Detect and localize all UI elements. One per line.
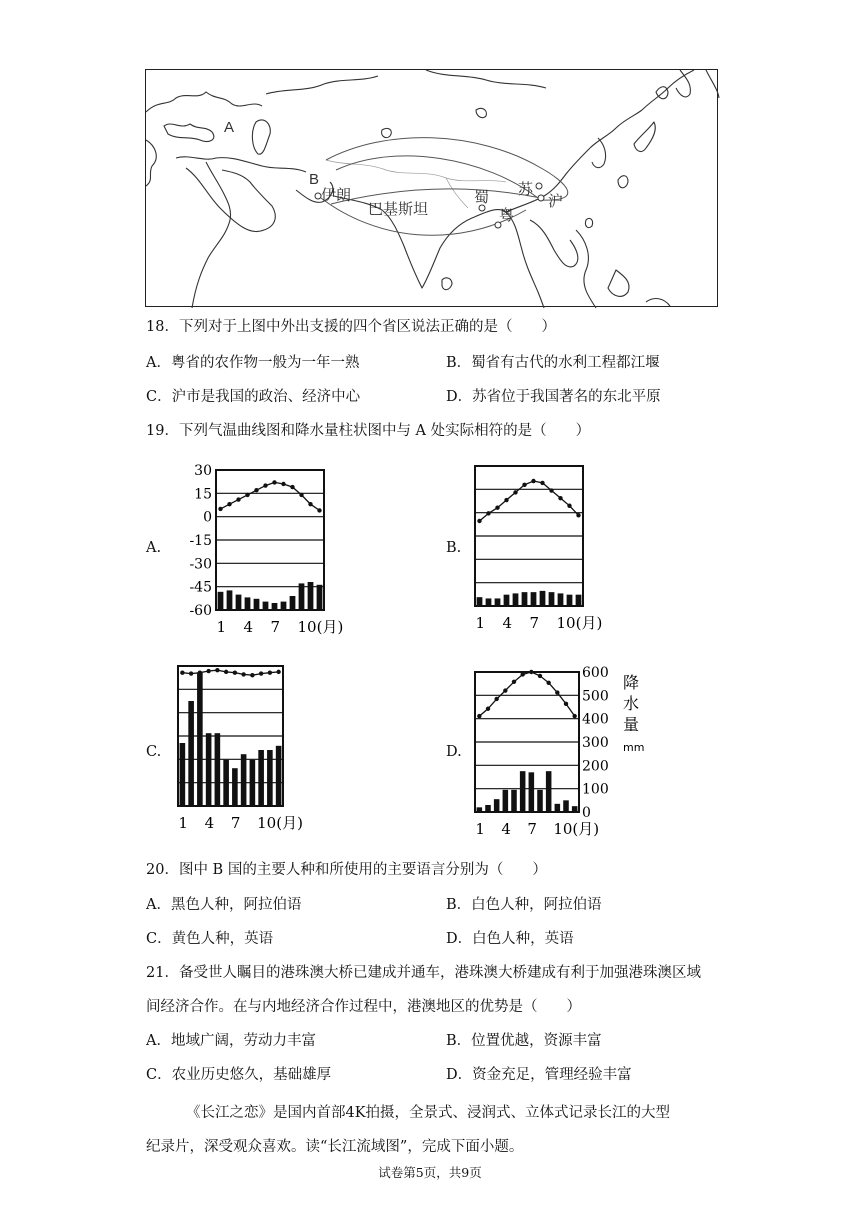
temperature-curve: [480, 481, 579, 521]
passage-line-1: 《长江之恋》是国内首部4K拍摄，全景式、浸润式、立体式记录长江的大型: [186, 1105, 671, 1121]
precipitation-bar: [558, 593, 564, 606]
question-21-stem-line2: 间经济合作。在与内地经济合作过程中，港澳地区的优势是（ ）: [146, 999, 581, 1015]
temperature-point: [477, 714, 481, 718]
temperature-point: [572, 714, 576, 718]
question-21-stem-line1: 21．备受世人瞩目的港珠澳大桥已建成并通车，港珠澳大桥建成有利于加强港珠澳区域: [146, 965, 701, 981]
precipitation-bar: [540, 591, 546, 606]
precipitation-bar: [241, 754, 247, 806]
precipitation-bar: [503, 790, 509, 812]
x-tick-label: 10(月): [553, 820, 600, 838]
q18-option-d: D．苏省位于我国著名的东北平原: [446, 389, 661, 405]
precipitation-axis-label: 量: [623, 715, 640, 734]
temperature-curve: [479, 672, 574, 716]
temperature-point: [504, 498, 508, 502]
temperature-point: [245, 493, 249, 497]
precipitation-tick-label: 600: [582, 665, 609, 681]
precipitation-bar: [272, 603, 278, 610]
temperature-point: [250, 673, 254, 677]
temperature-point: [189, 671, 193, 675]
precipitation-axis-label: 降: [623, 673, 640, 692]
map-label-iran: 伊朗: [321, 187, 352, 204]
precipitation-tick-label: 500: [582, 688, 609, 705]
precipitation-tick-label: 0: [582, 805, 591, 821]
precipitation-tick-label: 100: [582, 781, 609, 798]
temperature-point: [520, 672, 524, 676]
question-20-stem: 20．图中 B 国的主要人种和所使用的主要语言分别为（ ）: [146, 862, 547, 878]
q21-option-c: C．农业历史悠久，基础雄厚: [146, 1067, 332, 1083]
precipitation-bar: [513, 593, 519, 606]
temperature-point: [276, 670, 280, 674]
x-tick-label: 1: [475, 820, 485, 838]
x-tick-label: 4: [204, 814, 215, 832]
precipitation-bar: [206, 733, 212, 806]
x-tick-label: 4: [502, 614, 513, 632]
precipitation-bar: [546, 771, 552, 812]
q19-option-b-label: B.: [446, 540, 462, 556]
temperature-point: [503, 688, 507, 692]
temperature-curve: [221, 482, 320, 510]
precipitation-bar: [537, 790, 543, 812]
temperature-curve: [182, 670, 278, 675]
precipitation-bar: [250, 760, 256, 806]
temperature-point: [495, 505, 499, 509]
climate-chart-b: [465, 460, 615, 645]
precipitation-bar: [477, 597, 483, 606]
temperature-point: [546, 681, 550, 685]
map-label-hu: 沪: [548, 193, 564, 210]
precipitation-bar: [281, 602, 287, 610]
map-label-a: A: [224, 119, 235, 136]
temperature-point: [477, 519, 481, 523]
passage-line-2: 纪录片，深受观众喜欢。读“长江流域图”，完成下面小题。: [146, 1139, 524, 1155]
x-tick-label: 10(月): [556, 614, 603, 632]
precipitation-bar: [236, 595, 242, 610]
map-figure: [145, 69, 718, 307]
q20-option-b: B．白色人种，阿拉伯语: [446, 897, 602, 913]
precipitation-bar: [477, 807, 483, 812]
temperature-point: [308, 502, 312, 506]
precipitation-bar: [232, 768, 238, 806]
q21-option-a: A．地域广阔，劳动力丰富: [146, 1033, 316, 1049]
temperature-point: [494, 697, 498, 701]
q21-option-d: D．资金充足，管理经验丰富: [446, 1067, 632, 1083]
precipitation-bar: [529, 772, 535, 812]
precipitation-bar: [576, 595, 582, 606]
precipitation-bar: [263, 602, 269, 610]
temperature-point: [224, 670, 228, 674]
x-tick-label: 1: [178, 814, 188, 832]
temperature-point: [317, 508, 321, 512]
precipitation-bar: [563, 800, 569, 812]
precipitation-bar: [531, 592, 537, 606]
temperature-point: [215, 668, 219, 672]
precipitation-bar: [555, 804, 561, 812]
temperature-point: [281, 482, 285, 486]
precipitation-bar: [522, 592, 528, 606]
q18-option-c: C．沪市是我国的政治、经济中心: [146, 389, 361, 405]
map-label-shu: 蜀: [474, 189, 490, 206]
temperature-point: [567, 504, 571, 508]
precipitation-axis-label: mm: [623, 741, 645, 754]
precipitation-bar: [504, 595, 510, 606]
precipitation-bar: [308, 582, 314, 610]
temperature-point: [576, 513, 580, 517]
precipitation-bar: [520, 771, 526, 812]
temperature-point: [564, 702, 568, 706]
map-label-yue: 粤: [499, 207, 515, 224]
temperature-tick-label: -15: [189, 533, 212, 549]
precipitation-bar: [258, 750, 264, 806]
map-label-b: B: [309, 171, 320, 188]
question-19-stem: 19．下列气温曲线图和降水量柱状图中与 A 处实际相符的是（ ）: [146, 423, 591, 439]
q19-option-d-label: D.: [446, 744, 462, 760]
temperature-tick-label: 15: [194, 486, 212, 503]
precipitation-tick-label: 200: [582, 758, 609, 775]
temperature-point: [268, 671, 272, 675]
precipitation-bar: [197, 673, 203, 806]
precipitation-bar: [572, 806, 578, 812]
x-tick-label: 1: [475, 614, 486, 632]
precipitation-axis-label: 水: [623, 694, 640, 713]
precipitation-bar: [486, 598, 492, 606]
asia-map: [146, 70, 719, 308]
temperature-point: [198, 671, 202, 675]
x-tick-label: 7: [529, 614, 540, 632]
temperature-point: [259, 671, 263, 675]
temperature-point: [529, 670, 533, 674]
temperature-point: [180, 671, 184, 675]
temperature-point: [558, 496, 562, 500]
precipitation-bar: [495, 598, 501, 606]
map-label-pakistan: 巴基斯坦: [368, 201, 429, 218]
map-label-su: 苏: [518, 181, 534, 198]
temperature-point: [263, 483, 267, 487]
x-tick-label: 4: [243, 618, 254, 636]
temperature-point: [540, 481, 544, 485]
x-tick-label: 7: [270, 618, 281, 636]
precipitation-bar: [254, 599, 260, 610]
question-18-stem: 18．下列对于上图中外出支援的四个省区说法正确的是（ ）: [146, 319, 556, 335]
temperature-point: [486, 511, 490, 515]
temperature-point: [227, 502, 231, 506]
precipitation-bar: [567, 595, 573, 606]
precipitation-bar: [223, 760, 229, 806]
precipitation-bar: [267, 750, 273, 806]
x-tick-label: 10(月): [257, 814, 303, 832]
precipitation-bar: [494, 799, 500, 812]
temperature-tick-label: -45: [189, 579, 212, 596]
q19-option-a-label: A.: [146, 540, 162, 556]
temperature-point: [531, 479, 535, 483]
page-footer: 试卷第5页，共9页: [378, 1165, 482, 1180]
temperature-tick-label: 0: [203, 509, 212, 526]
temperature-point: [206, 669, 210, 673]
temperature-point: [254, 488, 258, 492]
x-tick-label: 7: [527, 820, 537, 838]
precipitation-bar: [290, 596, 296, 610]
temperature-point: [236, 497, 240, 501]
precipitation-bar: [245, 597, 251, 610]
q20-option-a: A．黑色人种，阿拉伯语: [146, 897, 302, 913]
precipitation-bar: [549, 592, 555, 606]
temperature-point: [486, 707, 490, 711]
precipitation-bar: [276, 746, 282, 806]
temperature-point: [272, 480, 276, 484]
temperature-point: [233, 671, 237, 675]
temperature-point: [290, 485, 294, 489]
precipitation-bar: [188, 701, 194, 806]
temperature-tick-label: -60: [189, 603, 212, 619]
temperature-point: [538, 674, 542, 678]
temperature-point: [513, 490, 517, 494]
temperature-point: [555, 690, 559, 694]
climate-chart-d: [465, 660, 645, 845]
precipitation-bar: [218, 592, 224, 610]
precipitation-tick-label: 300: [582, 735, 609, 751]
q20-option-d: D．白色人种，英语: [446, 931, 574, 947]
precipitation-bar: [485, 805, 491, 812]
temperature-point: [522, 483, 526, 487]
temperature-point: [241, 672, 245, 676]
q18-option-b: B．蜀省有古代的水利工程都江堰: [446, 355, 660, 371]
x-tick-label: 1: [216, 618, 227, 636]
temperature-point: [512, 680, 516, 684]
precipitation-bar: [317, 585, 323, 610]
q19-option-c-label: C.: [146, 744, 162, 760]
x-tick-label: 4: [501, 820, 511, 838]
temperature-tick-label: -30: [189, 556, 212, 573]
precipitation-bar: [215, 733, 221, 806]
temperature-point: [299, 493, 303, 497]
q20-option-c: C．黄色人种，英语: [146, 931, 274, 947]
precipitation-tick-label: 400: [582, 711, 609, 728]
precipitation-bar: [180, 743, 186, 806]
temperature-tick-label: 30: [194, 463, 212, 479]
x-tick-label: 7: [230, 814, 241, 832]
q18-option-a: A．粤省的农作物一般为一年一熟: [146, 355, 360, 371]
precipitation-bar: [299, 583, 305, 610]
precipitation-bar: [227, 590, 233, 610]
q21-option-b: B．位置优越，资源丰富: [446, 1033, 602, 1049]
climate-chart-c: [170, 660, 320, 840]
temperature-point: [549, 488, 553, 492]
precipitation-bar: [511, 790, 517, 812]
climate-chart-a: [170, 460, 344, 645]
x-tick-label: 10(月): [297, 618, 344, 636]
temperature-point: [218, 507, 222, 511]
